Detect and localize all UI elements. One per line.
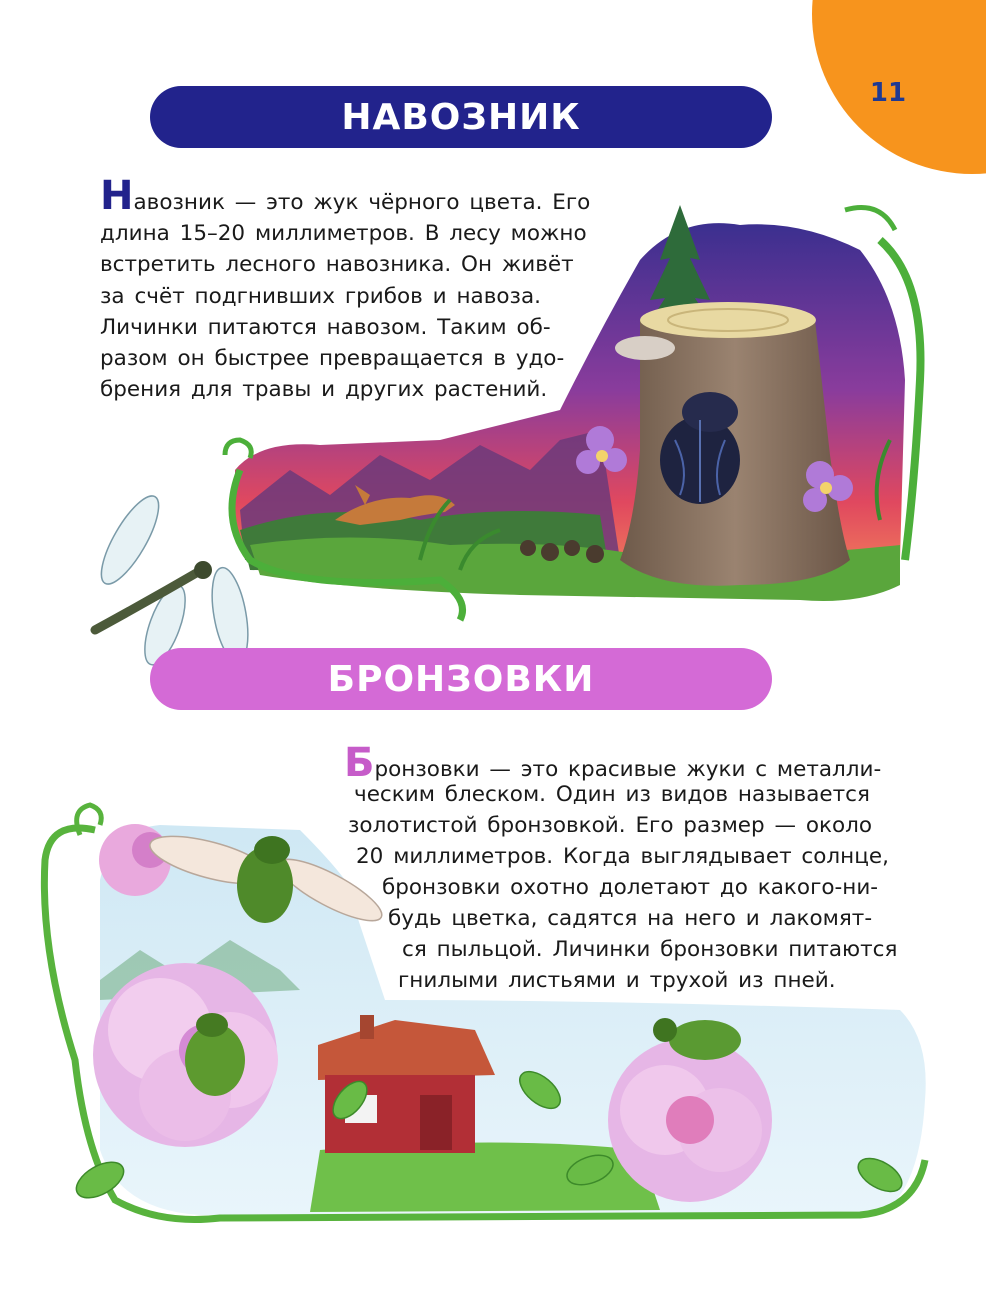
section2-line-1: Бронзовки — это красивые жуки с металли- [344,740,882,786]
section-title-bronzovki: БРОНЗОВКИ [150,648,772,710]
section1-line-1: Навозник — это жук чёрного цвета. Его [100,173,591,219]
section2-line-6: будь цветка, садятся на него и лакомят- [388,906,873,931]
section2-line-3: золотистой бронзовкой. Его размер — около [348,813,873,838]
section1-line-3: встретить лесного навозника. Он живёт [100,252,574,278]
section1-line-4: за счёт подгнивших грибов и навоза. [100,283,541,309]
section1-line-7: брения для травы и других растений. [100,377,548,403]
drop-letter: Н [100,173,134,219]
section2-line-8: гнилыми листьями и трухой из пней. [398,968,836,993]
section-title-navoznik: НАВОЗНИК [150,86,772,148]
section1-line-5: Личинки питаются навозом. Таким об- [100,314,551,340]
page-number: 11 [869,78,907,108]
section2-line-2: ческим блеском. Один из видов называется [354,782,870,807]
section1-line-2: длина 15–20 миллиметров. В лесу можно [100,221,587,247]
section2-line-4: 20 миллиметров. Когда выглядывает солнце, [356,844,889,869]
section2-line-7: ся пыльцой. Личинки бронзовки питаются [402,937,898,962]
section1-line-6: разом он быстрее превращается в удо- [100,346,565,372]
drop-letter: Б [344,740,375,786]
section2-line-5: бронзовки охотно долетают до какого-ни- [382,875,879,900]
